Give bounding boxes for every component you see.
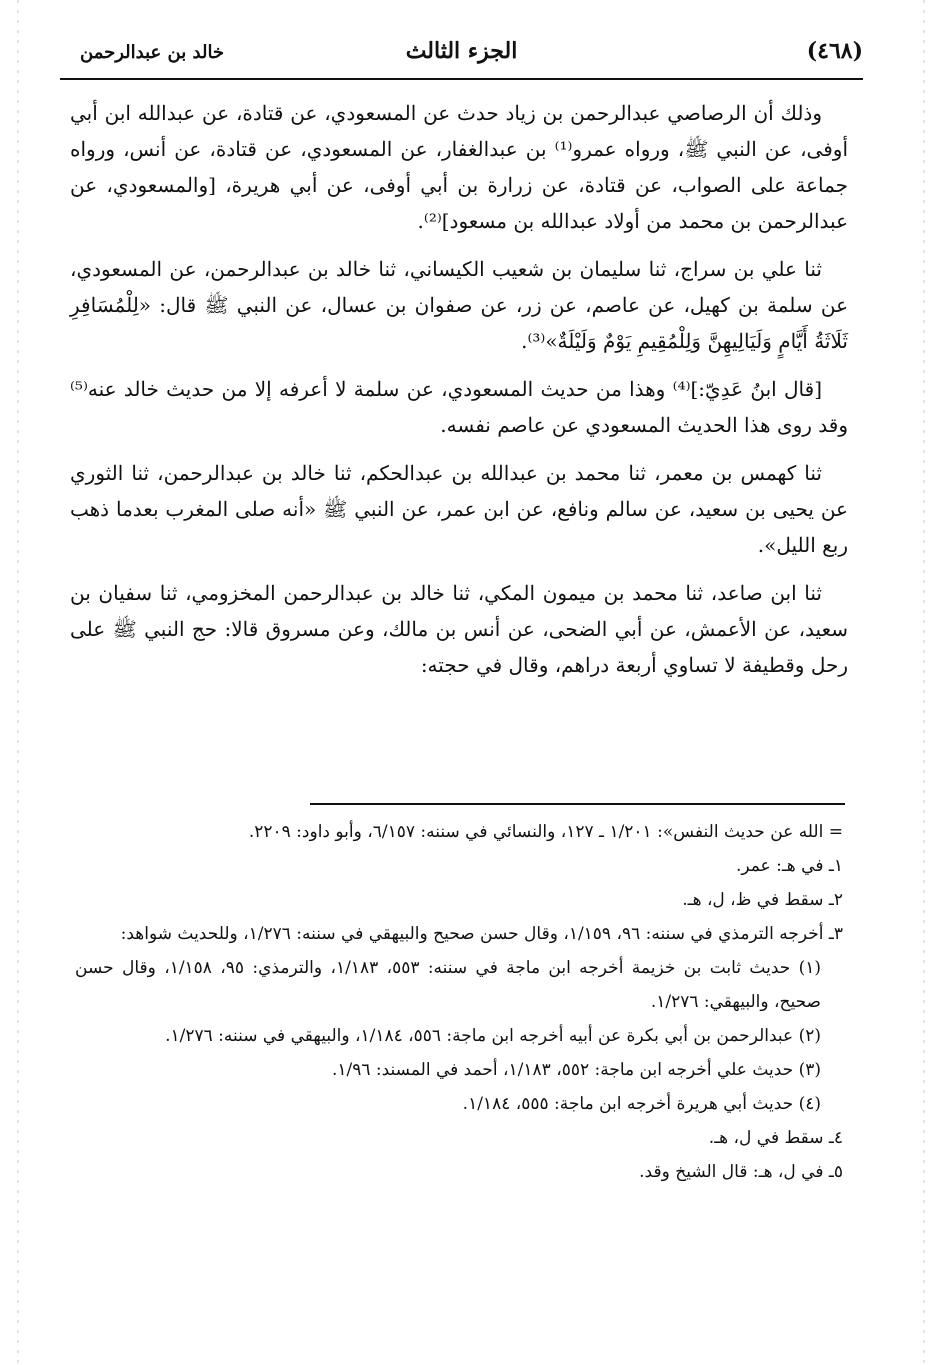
footnote-separator bbox=[310, 803, 845, 805]
footnotes bbox=[75, 815, 843, 1189]
running-title: خالد بن عبدالرحمن bbox=[80, 42, 225, 63]
paragraph-5: ثنا ابن صاعد، ثنا محمد بن ميمون المكي، ثنا خالد بن عبدالرحمن المخزومي، ثنا سفيان بن سعيد، عن الأعمش، عن أبي الضحى، عن أنس بن مالك، وعن مسروق قالا: حج النبي ﷺ على رحل وقطيفة لا تساوي أربعة دراهم، وقال في حجته: bbox=[70, 581, 848, 677]
footnote-4: ٤ـ سقط في ل، هـ. bbox=[708, 1128, 843, 1148]
footnote-5: ٥ـ في ل، هـ: قال الشيخ وقد. bbox=[639, 1162, 843, 1182]
footnote-2: ٢ـ سقط في ظ، ل، هـ. bbox=[682, 890, 843, 910]
footnote-continuation: = الله عن حديث النفس»: ١/٢٠١ ـ ١٢٧، والنسائي في سننه: ٦/١٥٧، وأبو داود: ٢٢٠٩. bbox=[248, 822, 843, 842]
main-text bbox=[70, 95, 848, 695]
paragraph-3: [قال ابنُ عَدِيّ:]⁽⁴⁾ وهذا من حديث المسعودي، عن سلمة لا أعرفه إلا من حديث خالد عنه⁽⁵⁾ وقد روى هذا الحديث المسعودي عن عاصم نفسه. bbox=[70, 377, 848, 437]
paragraph-2: ثنا علي بن سراج، ثنا سليمان بن شعيب الكيساني، ثنا خالد بن عبدالرحمن، عن المسعودي، عن سلمة بن كهيل، عن عاصم، عن زر، عن صفوان بن عسال، عن النبي ﷺ قال: «لِلْمُسَافِرِ ثَلَاثَةُ أَيَّامٍ وَلَيَالِيهِنَّ وَلِلْمُقِيمِ يَوْمٌ وَلَيْلَةٌ»⁽³⁾. bbox=[70, 257, 848, 353]
page-number: (٤٦٨) bbox=[806, 38, 863, 64]
footnote-3: ٣ـ أخرجه الترمذي في سننه: ٩٦، ١/١٥٩، وقال حسن صحيح والبيهقي في سننه: ١/٢٧٦، وللحديث شواهد: bbox=[120, 924, 843, 944]
paragraph-1: وذلك أن الرصاصي عبدالرحمن بن زياد حدث عن المسعودي، عن قتادة، عن عبدالله ابن أبي أوفى، عن النبي ﷺ، ورواه عمرو⁽¹⁾ بن عبدالغفار، عن المسعودي، عن قتادة، عن أنس، ورواه جماعة على الصواب، عن قتادة، عن زرارة بن أبي أوفى، عن أبي هريرة، [والمسعودي، عن عبدالرحمن بن محمد من أولاد عبدالله بن مسعود]⁽²⁾. bbox=[70, 101, 848, 233]
footnote-1: ١ـ في هـ: عمر. bbox=[735, 856, 843, 876]
footnote-3-sub-4: (٤) حديث أبي هريرة أخرجه ابن ماجة: ٥٥٥، ١/١٨٤. bbox=[462, 1094, 821, 1114]
footnote-3-sub-1: (١) حديث ثابت بن خزيمة أخرجه ابن ماجة في سننه: ٥٥٣، ١/١٨٣، والترمذي: ٩٥، ١/١٥٨، وقال حسن صحيح، والبيهقي: ١/٢٧٦. bbox=[75, 958, 822, 1012]
part-title: الجزء الثالث bbox=[405, 38, 518, 64]
footnote-3-sub-3: (٣) حديث علي أخرجه ابن ماجة: ٥٥٢، ١/١٨٣، أحمد في المسند: ١/٩٦. bbox=[331, 1060, 821, 1080]
footnote-3-sub-2: (٢) عبدالرحمن بن أبي بكرة عن أبيه أخرجه ابن ماجة: ٥٥٦، ١/١٨٤، والبيهقي في سننه: ١/٢٧٦. bbox=[165, 1026, 821, 1046]
paragraph-4: ثنا كهمس بن معمر، ثنا محمد بن عبدالله بن عبدالحكم، ثنا خالد بن عبدالرحمن، ثنا الثوري عن يحيى بن سعيد، عن سالم ونافع، عن ابن عمر، عن النبي ﷺ «أنه صلى المغرب بعدما ذهب ربع الليل». bbox=[70, 461, 848, 557]
page-header bbox=[60, 30, 863, 80]
